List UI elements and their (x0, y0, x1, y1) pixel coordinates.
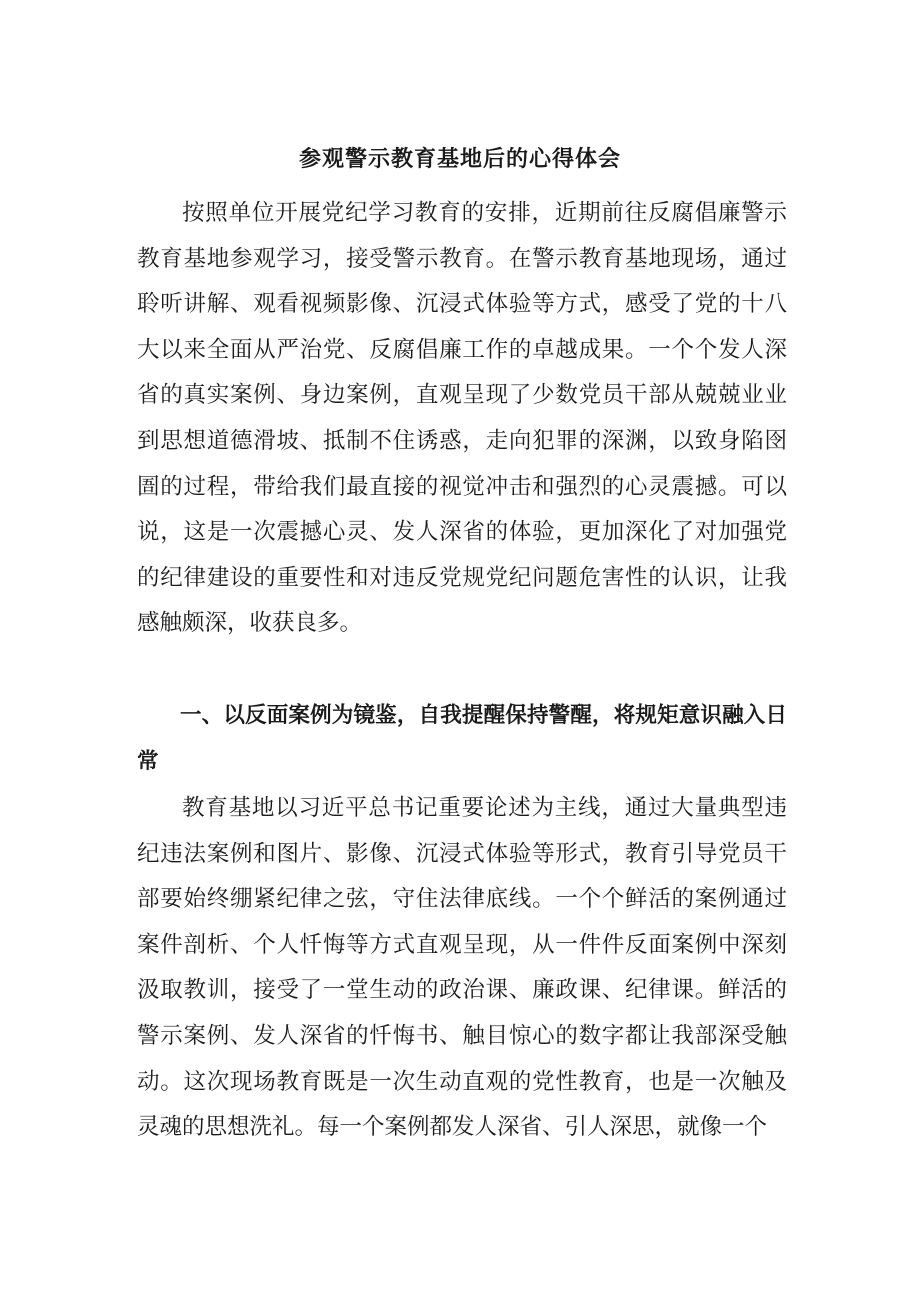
document-title: 参观警示教育基地后的心得体会 (298, 147, 621, 172)
intro-paragraph: 按照单位开展党纪学习教育的安排，近期前往反腐倡廉警示教育基地参观学习，接受警示教育。在警示教育基地现场，通过聆听讲解、观看视频影像、沉浸式体验等方式，感受了党的十八大以来全面从严治党、反腐倡廉工作的卓越成果。一个个发人深省的真实案例、身边案例，直观呈现了少数党员干部从兢兢业业到思想道德滑坡、抵制不住诱惑，走向犯罪的深渊，以致身陷囹圄的过程，带给我们最直接的视觉冲击和强烈的心灵震撼。可以说，这是一次震撼心灵、发人深省的体验，更加深化了对加强党的纪律建设的重要性和对违反党规党纪问题危害性的认识，让我感触颇深，收获良多。 (137, 200, 787, 637)
section-1-paragraph: 教育基地以习近平总书记重要论述为主线，通过大量典型违纪违法案例和图片、影像、沉浸式体验等形式，教育引导党员干部要始终绷紧纪律之弦，守住法律底线。一个个鲜活的案例通过案件剖析、个人忏悔等方式直观呈现，从一件件反面案例中深刻汲取教训，接受了一堂生动的政治课、廉政课、纪律课。鲜活的警示案例、发人深省的忏悔书、触目惊心的数字都让我部深受触动。这次现场教育既是一次生动直观的党性教育，也是一次触及灵魂的思想洗礼。每一个案例都发人深省、引人深思，就像一个 (137, 795, 787, 1141)
section-heading-1: 一、以反面案例为镜鉴，自我提醒保持警醒，将规矩意识融入日常 (137, 703, 787, 774)
